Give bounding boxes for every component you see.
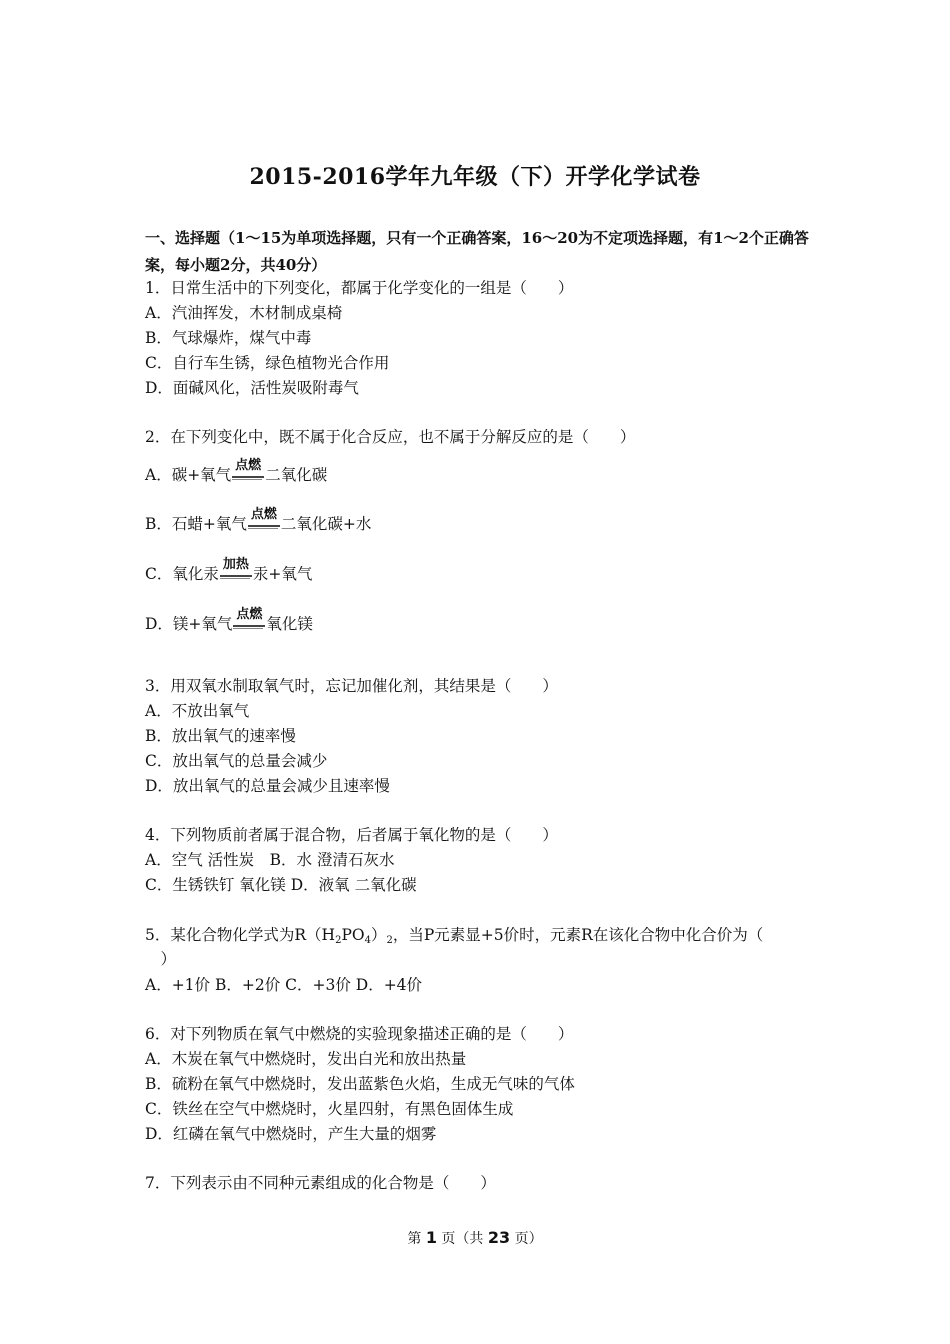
question-3-option-d: D．放出氧气的总量会减少且速率慢 <box>145 777 390 795</box>
question-1-stem: 1．日常生活中的下列变化，都属于化学变化的一组是（ ） <box>145 279 574 297</box>
question-7-stem: 7．下列表示由不同种元素组成的化合物是（ ） <box>145 1174 496 1192</box>
question-6-option-d: D．红磷在氧气中燃烧时，产生大量的烟雾 <box>145 1125 437 1143</box>
reaction-arrow <box>247 507 281 530</box>
reaction-condition: 加热 <box>222 557 249 572</box>
question-2-stem: 2．在下列变化中，既不属于化合反应，也不属于分解反应的是（ ） <box>145 428 636 446</box>
question-4-options-cd: C．生锈铁钉 氧化镁 D．液氧 二氧化碳 <box>145 876 417 894</box>
question-5-options: A．+1价 B．+2价 C．+3价 D．+4价 <box>145 976 423 994</box>
question-2-option-a: A．碳+氧气 点燃 二氧化碳 <box>145 463 327 485</box>
page-footer: 第 1 页（共 23 页） <box>407 1228 543 1247</box>
question-4-options-ab: A．空气 活性炭 B．水 澄清石灰水 <box>145 851 395 869</box>
reaction-condition: 点燃 <box>236 607 263 622</box>
question-2-option-d: D．镁+氧气 点燃 氧化镁 <box>145 612 313 634</box>
page-title: 2015-2016学年九年级（下）开学化学试卷 <box>249 164 701 190</box>
section-header: 一、选择题（1～15为单项选择题，只有一个正确答案，16～20为不定项选择题，有1～2个正确答案，每小题2分，共40分） <box>145 229 809 274</box>
question-1-option-a: A．汽油挥发，木材制成桌椅 <box>145 304 343 322</box>
question-5-stem: 5．某化合物化学式为$R(H_2PO_4)_2$，当P元素显+5价时，元素R在该化合物中化合价为（ <box>145 926 764 946</box>
reaction-arrow <box>231 458 265 481</box>
question-1-option-b: B．气球爆炸，煤气中毒 <box>145 329 312 347</box>
reaction-arrow <box>219 557 253 580</box>
question-6-stem: 6．对下列物质在氧气中燃烧的实验现象描述正确的是（ ） <box>145 1025 574 1043</box>
question-5-stem-wrap: ） <box>145 950 177 968</box>
question-2-option-c: C．氧化汞 加热 汞+氧气 <box>145 562 312 584</box>
question-3-option-b: B．放出氧气的速率慢 <box>145 727 296 745</box>
question-6-option-b: B．硫粉在氧气中燃烧时，发出蓝紫色火焰，生成无气味的气体 <box>145 1075 575 1093</box>
question-3-stem: 3．用双氧水制取氧气时，忘记加催化剂，其结果是（ ） <box>145 677 558 695</box>
question-6-option-c: C．铁丝在空气中燃烧时，火星四射，有黑色固体生成 <box>145 1100 514 1118</box>
page-total: 23 <box>487 1228 511 1247</box>
reaction-arrow <box>232 607 266 630</box>
question-4-stem: 4．下列物质前者属于混合物，后者属于氧化物的是（ ） <box>145 826 558 844</box>
question-3-option-c: C．放出氧气的总量会减少 <box>145 752 328 770</box>
question-1-option-d: D．面碱风化，活性炭吸附毒气 <box>145 379 359 397</box>
question-2-option-b: B．石蜡+氧气 点燃 二氧化碳+水 <box>145 512 371 534</box>
reaction-condition: 点燃 <box>250 507 277 522</box>
question-3-option-a: A．不放出氧气 <box>145 702 250 720</box>
page-number: 1 <box>425 1228 437 1247</box>
question-1-option-c: C．自行车生锈，绿色植物光合作用 <box>145 354 390 372</box>
reaction-condition: 点燃 <box>235 458 262 473</box>
question-6-option-a: A．木炭在氧气中燃烧时，发出白光和放出热量 <box>145 1050 467 1068</box>
